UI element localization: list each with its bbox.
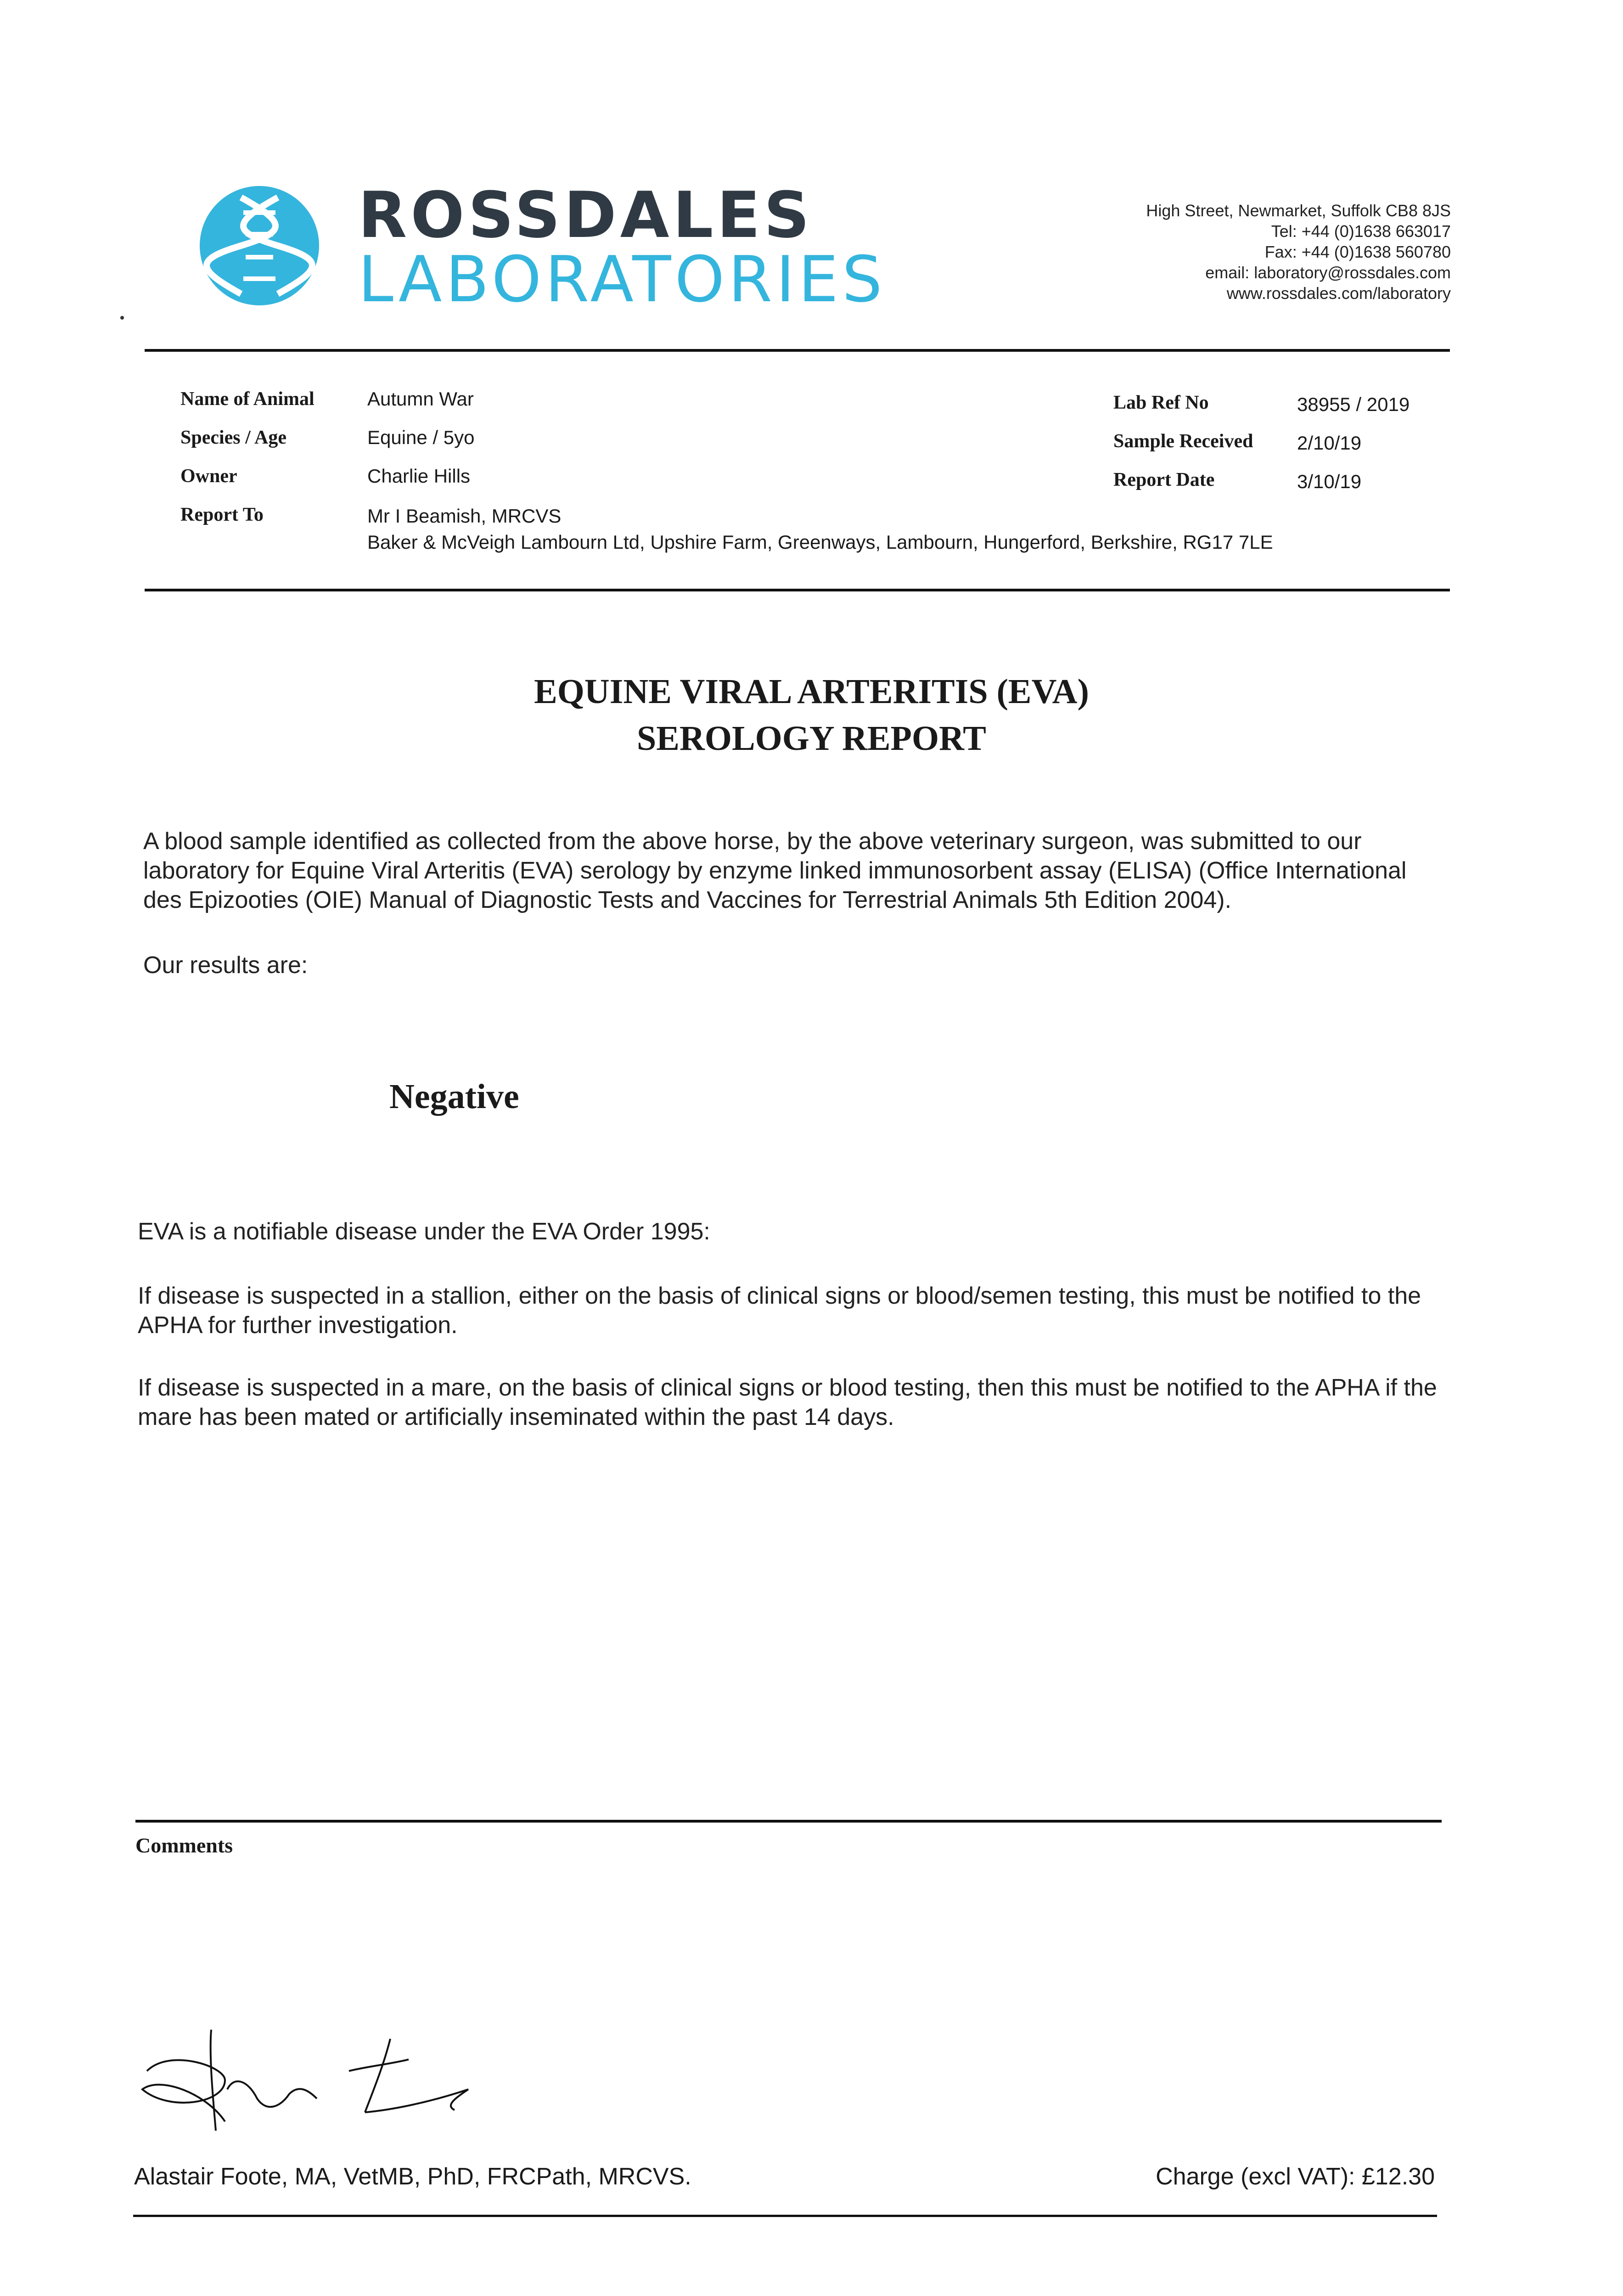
- divider: [135, 1820, 1442, 1823]
- report-title-line2: SEROLOGY REPORT: [637, 719, 986, 758]
- comments-label: Comments: [135, 1834, 233, 1857]
- lab-ref-value: 38955 / 2019: [1297, 394, 1410, 415]
- email: email: laboratory@rossdales.com: [1205, 263, 1451, 282]
- name-of-animal-label: Name of Animal: [180, 388, 314, 410]
- result-value: Negative: [389, 1077, 519, 1116]
- charge-amount: Charge (excl VAT): £12.30: [1156, 2163, 1435, 2190]
- website: www.rossdales.com/laboratory: [1226, 284, 1451, 303]
- fax: Fax: +44 (0)1638 560780: [1264, 242, 1451, 261]
- owner-value: Charlie Hills: [367, 465, 471, 487]
- results-intro: Our results are:: [143, 952, 308, 979]
- signatory-name: Alastair Foote, MA, VetMB, PhD, FRCPath, MRCVS.: [134, 2163, 691, 2190]
- signature: [133, 2020, 482, 2140]
- intro-paragraph: A blood sample identified as collected from the above horse, by the above veterinary surgeon, was submitted to our laboratory for Equine Viral Arteritis (EVA) serology by enzyme linked immunosorbent assay (ELISA) (Office International des Epizooties (OIE) Manual of Diagnostic Tests and Vaccines for Terrestrial Animals 5th Edition 2004).: [143, 828, 1407, 913]
- report-to-address: Baker & McVeigh Lambourn Ltd, Upshire Farm, Greenways, Lambourn, Hungerford, Berkshire, RG17 7LE: [367, 531, 1273, 553]
- contact-block: [1146, 200, 1451, 304]
- mare-guidance: If disease is suspected in a mare, on the basis of clinical signs or blood testing, then this must be notified to the APHA if the mare has been mated or artificially inseminated within the past 14 days.: [138, 1374, 1437, 1430]
- divider: [145, 349, 1450, 352]
- lab-ref-label: Lab Ref No: [1113, 392, 1209, 413]
- report-to-name: Mr I Beamish, MRCVS: [367, 505, 562, 527]
- dna-helix-icon: [197, 184, 321, 308]
- report-title-line1: EQUINE VIRAL ARTERITIS (EVA): [534, 672, 1089, 711]
- brand-name-line2: LABORATORIES: [358, 242, 886, 316]
- species-age-label: Species / Age: [180, 427, 286, 448]
- telephone: Tel: +44 (0)1638 663017: [1271, 222, 1451, 241]
- brand-name-line1: ROSSDALES: [358, 178, 814, 252]
- report-title: [0, 668, 1623, 762]
- report-date-label: Report Date: [1113, 469, 1215, 490]
- address: High Street, Newmarket, Suffolk CB8 8JS: [1146, 201, 1451, 220]
- stray-mark: [120, 316, 124, 320]
- report-date-value: 3/10/19: [1297, 471, 1362, 492]
- report-to-label: Report To: [180, 504, 264, 525]
- sample-received-value: 2/10/19: [1297, 432, 1362, 454]
- species-age-value: Equine / 5yo: [367, 427, 475, 448]
- divider: [145, 589, 1450, 591]
- stallion-guidance: If disease is suspected in a stallion, either on the basis of clinical signs or blood/semen testing, this must be notified to the APHA for further investigation.: [138, 1283, 1421, 1339]
- name-of-animal-value: Autumn War: [367, 388, 474, 410]
- sample-received-label: Sample Received: [1113, 431, 1253, 452]
- divider: [133, 2215, 1437, 2217]
- owner-label: Owner: [180, 466, 237, 487]
- notifiable-statement: EVA is a notifiable disease under the EVA Order 1995:: [138, 1218, 710, 1245]
